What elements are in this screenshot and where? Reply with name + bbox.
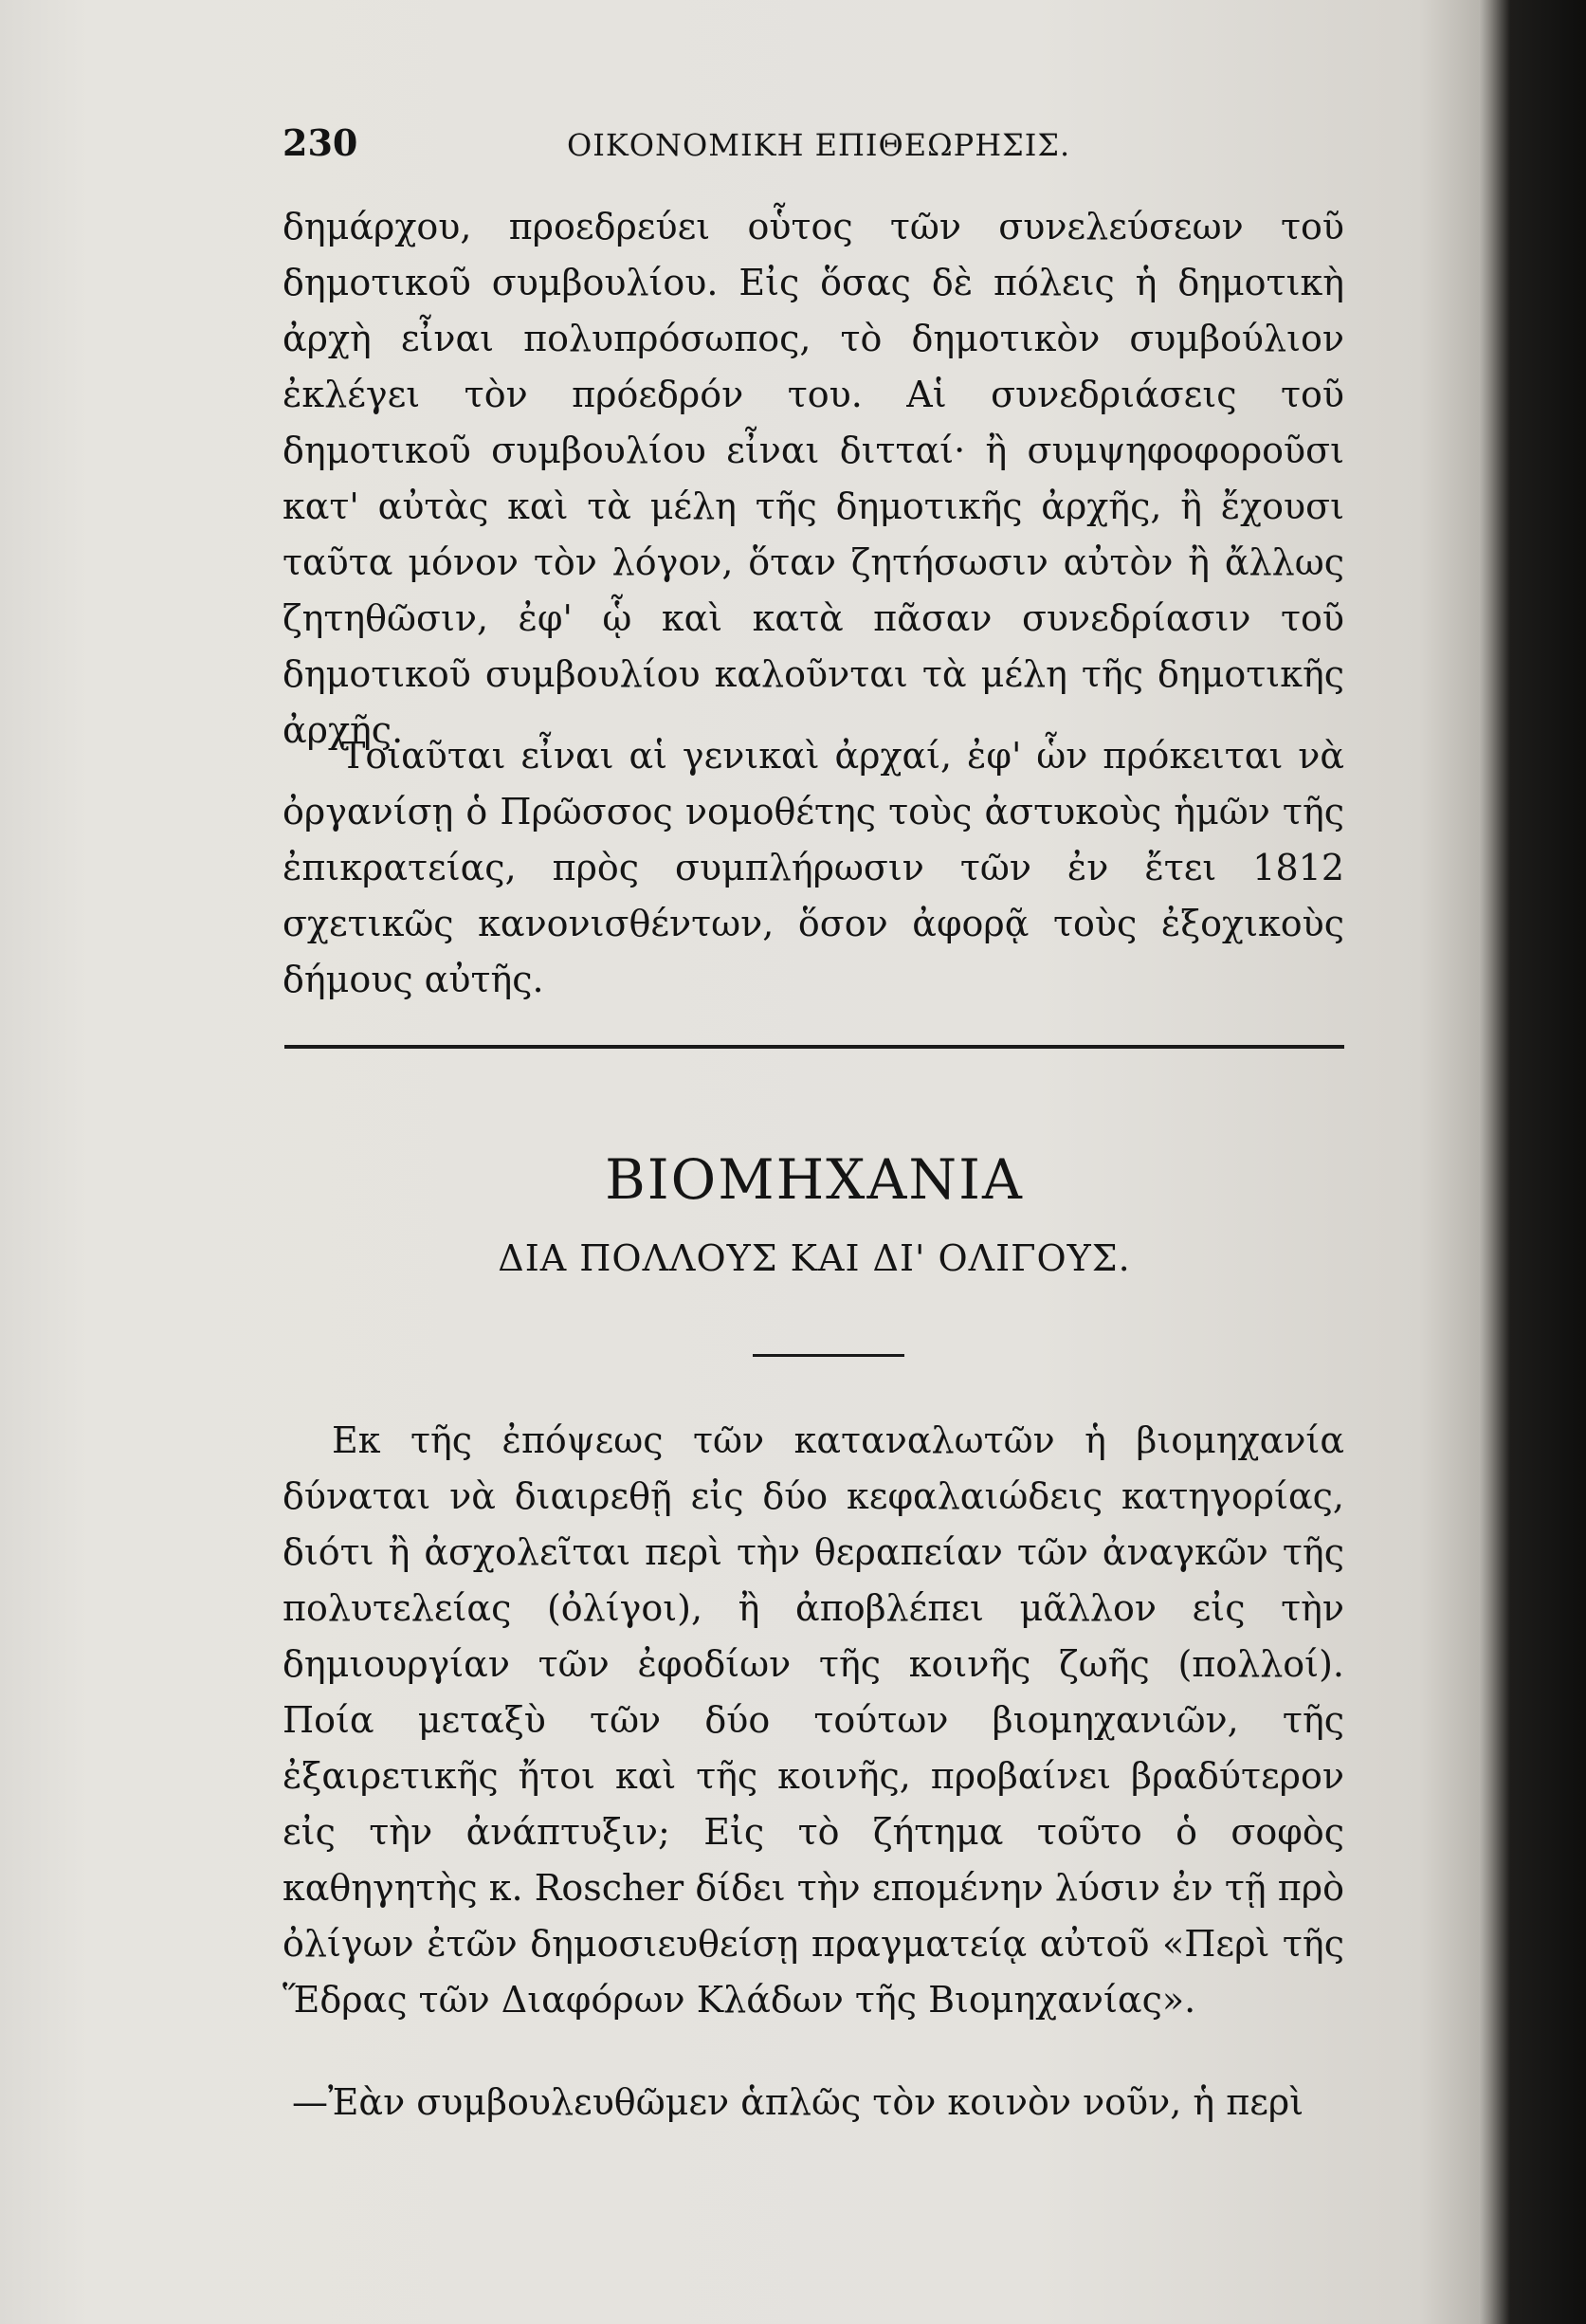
article-title: ΒΙΟΜΗΧΑΝΙΑ [605,1147,1024,1212]
journal-title: ΟΙΚΟΝΟΜΙΚΗ ΕΠΙΘΕΩΡΗΣΙΣ. [567,127,1071,163]
section-divider [284,1045,1344,1049]
page-number: 230 [283,121,358,164]
paragraph-4: —Ἐὰν συμβουλευθῶμεν ἁπλῶς τὸν κοινὸν νοῦν, ἡ περὶ [292,2081,1304,2123]
book-binding-edge [1472,0,1586,2324]
title-rule [753,1354,904,1357]
running-head [283,121,1193,169]
paragraph-1: δημάρχου, προεδρεύει οὗτος τῶν συνελεύσεων τοῦ δημοτικοῦ συμβουλίου. Εἰς ὅσας δὲ πόλεις ἡ δημοτικὴ ἀρχὴ εἶναι πολυπρόσωπος, τὸ δημοτικὸν συμβούλιον ἐκλέγει τὸν πρόεδρόν του. Αἱ συνεδριάσεις τοῦ δημοτικοῦ συμβουλίου εἶναι διτταί· ἢ συμψηφοφοροῦσι κατ' αὐτὰς καὶ τὰ μέλη τῆς δημοτικῆς ἀρχῆς, ἢ ἔχουσι ταῦτα μόνον τὸν λόγον, ὅταν ζητήσωσιν αὐτὸν ἢ ἄλλως ζητηθῶσιν, ἐφ' ᾧ καὶ κατὰ πᾶσαν συνεδρίασιν τοῦ δημοτικοῦ συμβουλίου καλοῦνται τὰ μέλη τῆς δημοτικῆς ἀρχῆς. [283,206,1344,751]
paragraph-3: Εκ τῆς ἐπόψεως τῶν καταναλωτῶν ἡ βιομηχανία δύναται νὰ διαιρεθῇ εἰς δύο κεφαλαιώδεις κατηγορίας, διότι ἢ ἀσχολεῖται περὶ τὴν θεραπείαν τῶν ἀναγκῶν τῆς πολυτελείας (ὀλίγοι), ἢ ἀποβλέπει μᾶλλον εἰς τὴν δημιουργίαν τῶν ἐφοδίων τῆς κοινῆς ζωῆς (πολλοί). Ποία μεταξὺ τῶν δύο τούτων βιομηχανιῶν, τῆς ἐξαιρετικῆς ἤτοι καὶ τῆς κοινῆς, προβαίνει βραδύτερον εἰς τὴν ἀνάπτυξιν; Εἰς τὸ ζήτημα τοῦτο ὁ σοφὸς καθηγητὴς κ. Roscher δίδει τὴν επομένην λύσιν ἐν τῇ πρὸ ὀλίγων ἐτῶν δημοσιευθείσῃ πραγματείᾳ αὐτοῦ «Περὶ τῆς Ἕδρας τῶν Διαφόρων Κλάδων τῆς Βιομηχανίας». [283,1419,1344,2021]
article-subtitle: ΔΙΑ ΠΟΛΛΟΥΣ ΚΑΙ ΔΙ' ΟΛΙΓΟΥΣ. [498,1237,1131,1279]
paragraph-2: Τοιαῦται εἶναι αἱ γενικαὶ ἀρχαί, ἐφ' ὧν πρόκειται νὰ ὀργανίσῃ ὁ Πρῶσσος νομοθέτης τοὺς ἀστυκοὺς ἡμῶν τῆς ἐπικρατείας, πρὸς συμπλήρωσιν τῶν ἐν ἔτει 1812 σχετικῶς κανονισθέντων, ὅσον ἀφορᾷ τοὺς ἐξοχικοὺς δήμους αὐτῆς. [283,735,1344,1000]
